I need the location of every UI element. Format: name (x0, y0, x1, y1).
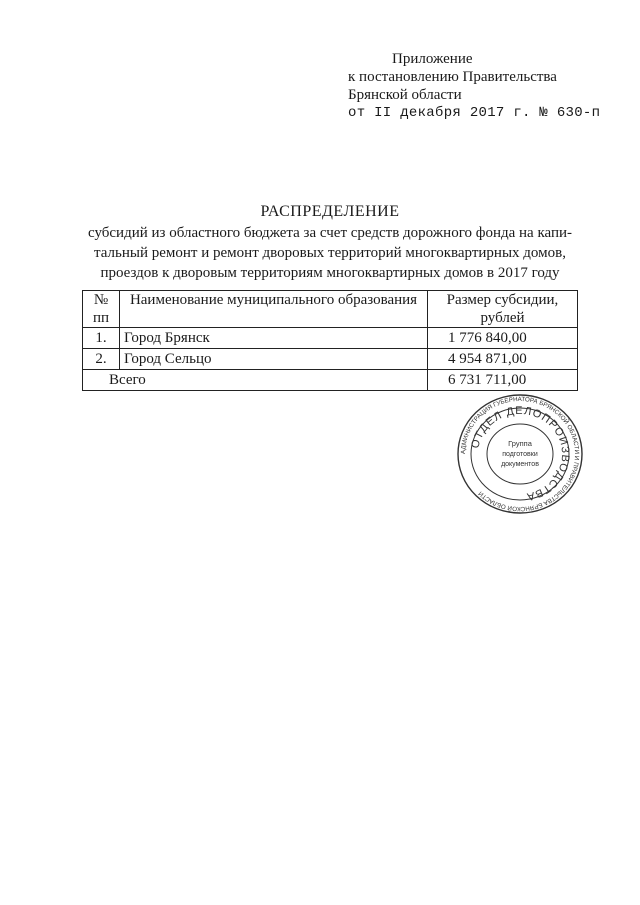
table-row (83, 328, 578, 349)
total-amount: 6 731 711,00 (428, 370, 578, 391)
header-num (83, 291, 120, 328)
document-title: РАСПРЕДЕЛЕНИЕ (260, 203, 400, 220)
appendix-date-number: от II декабря 2017 г. № 630-п (348, 105, 601, 121)
total-label: Всего (83, 370, 428, 391)
row-num: 1. (83, 328, 120, 349)
header-amount (428, 291, 578, 328)
subtitle-line: проездов к дворовым территориям многоквартирных домов в 2017 году (100, 265, 560, 281)
document-heading (60, 202, 600, 283)
office-stamp (455, 393, 585, 515)
appendix-decree-ref: к постановлению Правительства (348, 69, 557, 85)
row-amount: 4 954 871,00 (428, 349, 578, 370)
stamp-outer-text: АДМИНИСТРАЦИЯ ГУБЕРНАТОРА БРЯНСКОЙ ОБЛАСТИ И ПРАВИТЕЛЬСТВА БРЯНСКОЙ ОБЛАСТИ (459, 395, 581, 513)
document-subtitle (60, 223, 600, 283)
subtitle-line: субсидий из областного бюджета за счет средств дорожного фонда на капи- (87, 225, 573, 241)
header-amount-line2: рублей (480, 310, 525, 326)
header-amount-line1: Размер субсидии, (446, 292, 559, 308)
stamp-center-line2: подготовки (502, 451, 538, 458)
subsidy-distribution-table (82, 290, 578, 391)
subtitle-line: тальный ремонт и ремонт дворовых территорий многоквартирных домов, (94, 245, 566, 261)
row-num: 2. (83, 349, 120, 370)
appendix-block (348, 50, 600, 122)
header-num-line2: пп (92, 310, 110, 326)
appendix-region: Брянской области (348, 87, 462, 103)
stamp-center-line1: Группа (508, 439, 532, 448)
table-total-row (83, 370, 578, 391)
appendix-title: Приложение (392, 51, 473, 67)
row-name: Город Брянск (120, 328, 428, 349)
row-name: Город Сельцо (120, 349, 428, 370)
header-num-line1: № (93, 292, 109, 308)
table-header-row (83, 291, 578, 328)
row-amount: 1 776 840,00 (428, 328, 578, 349)
header-name: Наименование муниципального образования (120, 291, 428, 328)
table-row (83, 349, 578, 370)
stamp-ring-text: ОТДЕЛ ДЕЛОПРОИЗВОДСТВА (469, 404, 572, 503)
stamp-center-line3: документов (501, 461, 539, 468)
